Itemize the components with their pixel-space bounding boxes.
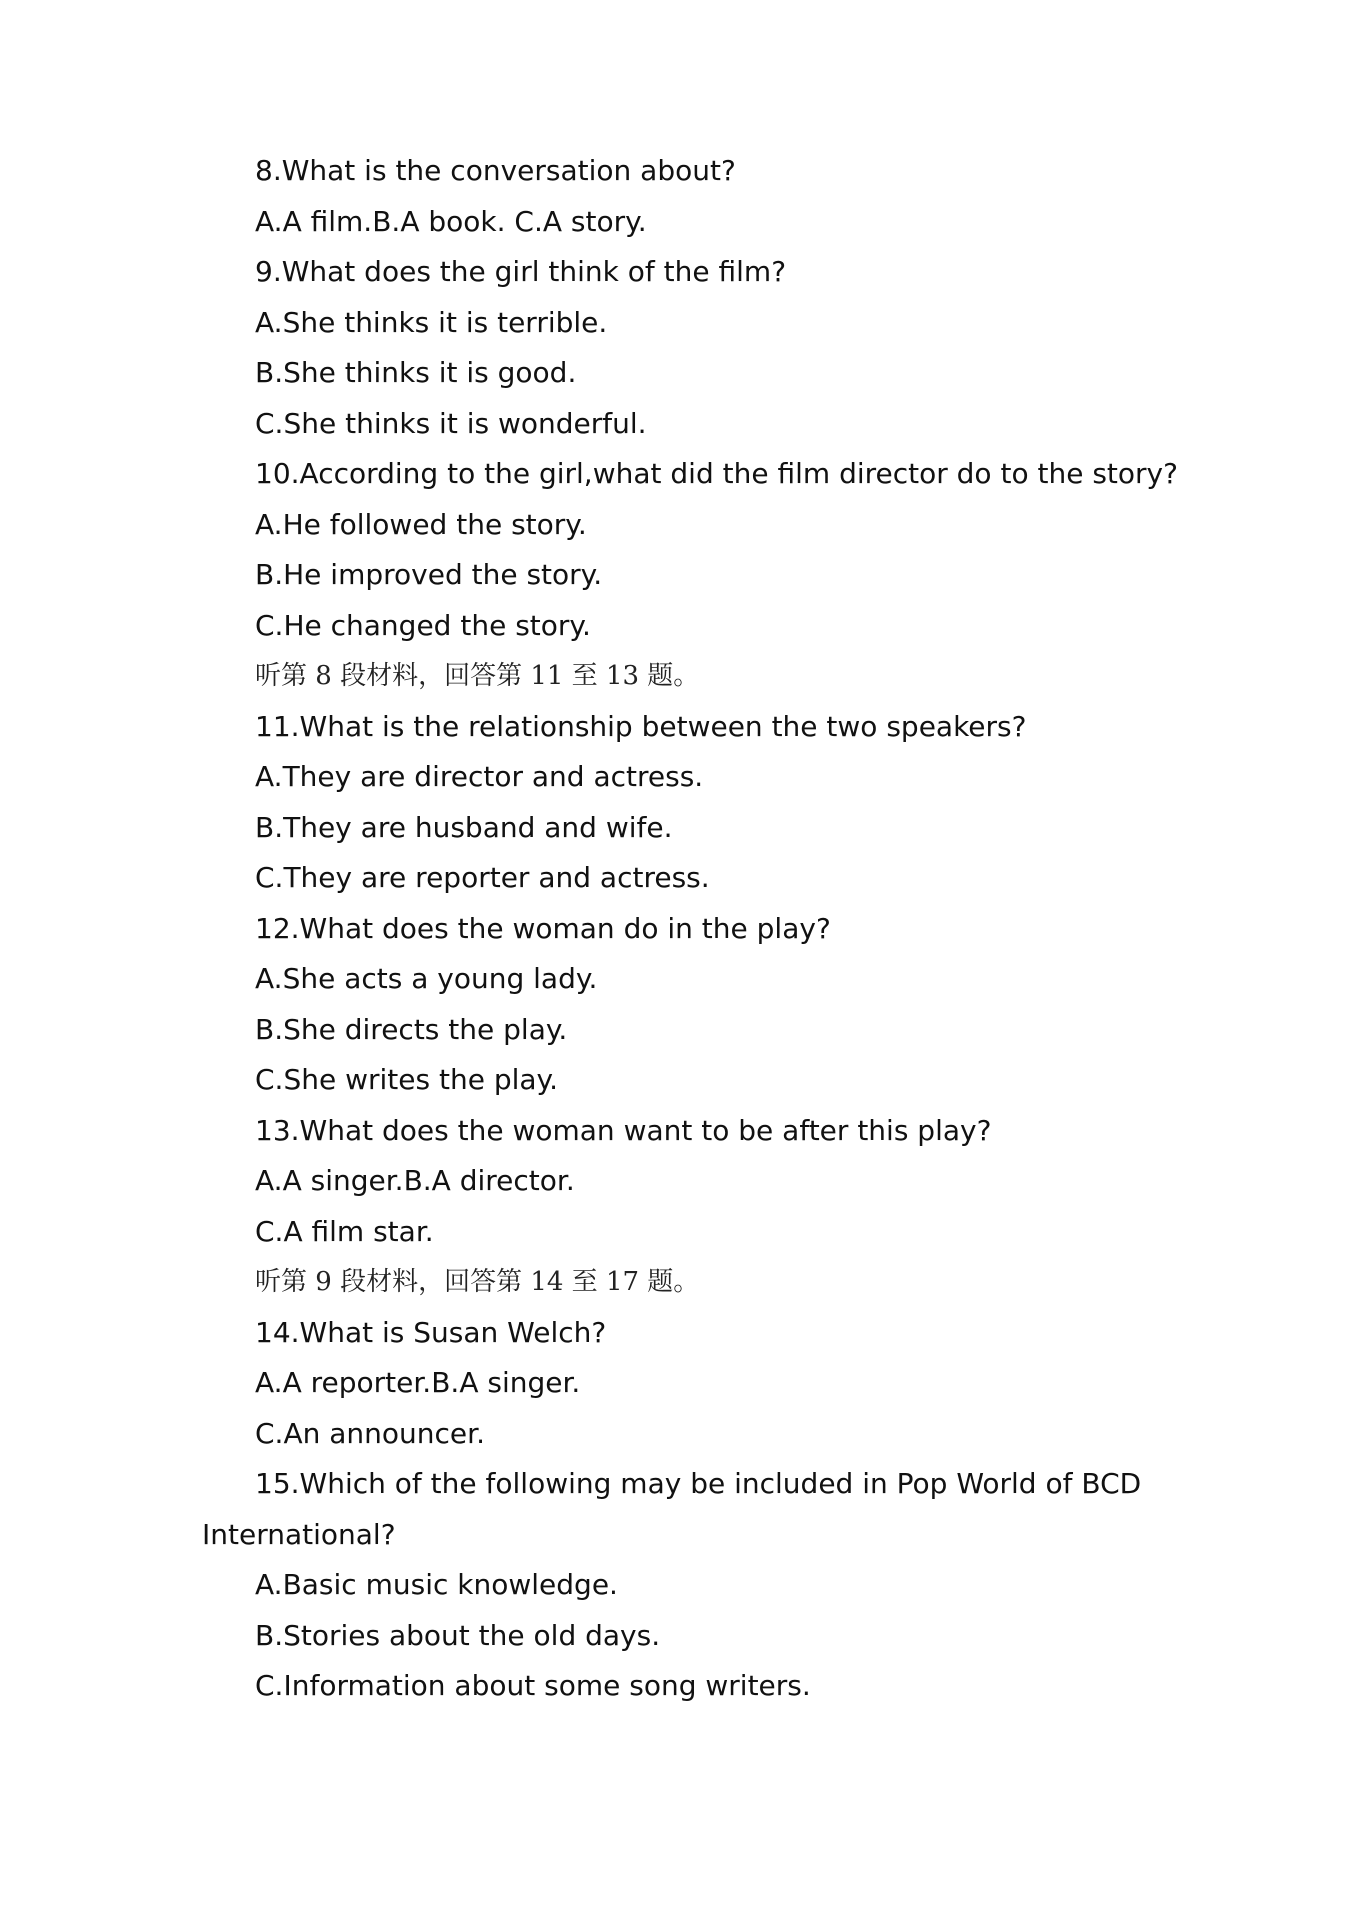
answer-option: A.A singer.B.A director. — [255, 1164, 575, 1197]
question-text: 10.According to the girl,what did the film director do to the story? — [255, 457, 1178, 490]
answer-option: C.Information about some song writers. — [255, 1669, 811, 1702]
question-text: 13.What does the woman want to be after this play? — [255, 1113, 992, 1147]
question-text: 14.What is Susan Welch? — [255, 1315, 607, 1349]
answer-option: A.Basic music knowledge. — [255, 1568, 618, 1601]
answer-option: C.An announcer. — [255, 1416, 485, 1450]
section-instruction: 听第 8 段材料，回答第 11 至 13 题。 — [255, 661, 700, 691]
answer-option: A.They are director and actress. — [255, 760, 704, 793]
question-text-continuation: International? — [202, 1517, 396, 1551]
answer-option: B.They are husband and wife. — [255, 810, 673, 844]
answer-option: A.He followed the story. — [255, 507, 587, 541]
document-body — [202, 146, 1178, 1712]
answer-option: C.She writes the play. — [255, 1063, 559, 1096]
answer-option: A.She thinks it is terrible. — [255, 305, 608, 339]
answer-option: A.A reporter.B.A singer. — [255, 1366, 581, 1399]
question-text: 8.What is the conversation about? — [255, 154, 736, 187]
answer-option: C.They are reporter and actress. — [255, 861, 710, 894]
answer-option: B.He improved the story. — [255, 558, 603, 591]
question-text: 12.What does the woman do in the play? — [255, 911, 831, 945]
section-instruction: 听第 9 段材料，回答第 14 至 17 题。 — [255, 1267, 700, 1297]
answer-option: A.A film.B.A book. C.A story. — [255, 204, 647, 238]
answer-option: C.She thinks it is wonderful. — [255, 406, 647, 440]
answer-option: C.A film star. — [255, 1214, 434, 1248]
question-text: 15.Which of the following may be included in Pop World of BCD — [255, 1467, 1142, 1500]
answer-option: B.She directs the play. — [255, 1012, 568, 1046]
question-text: 9.What does the girl think of the film? — [255, 255, 787, 288]
answer-option: A.She acts a young lady. — [255, 962, 598, 995]
question-text: 11.What is the relationship between the two speakers? — [255, 709, 1027, 743]
answer-option: B.Stories about the old days. — [255, 1618, 661, 1652]
answer-option: B.She thinks it is good. — [255, 356, 577, 389]
answer-option: C.He changed the story. — [255, 608, 591, 642]
